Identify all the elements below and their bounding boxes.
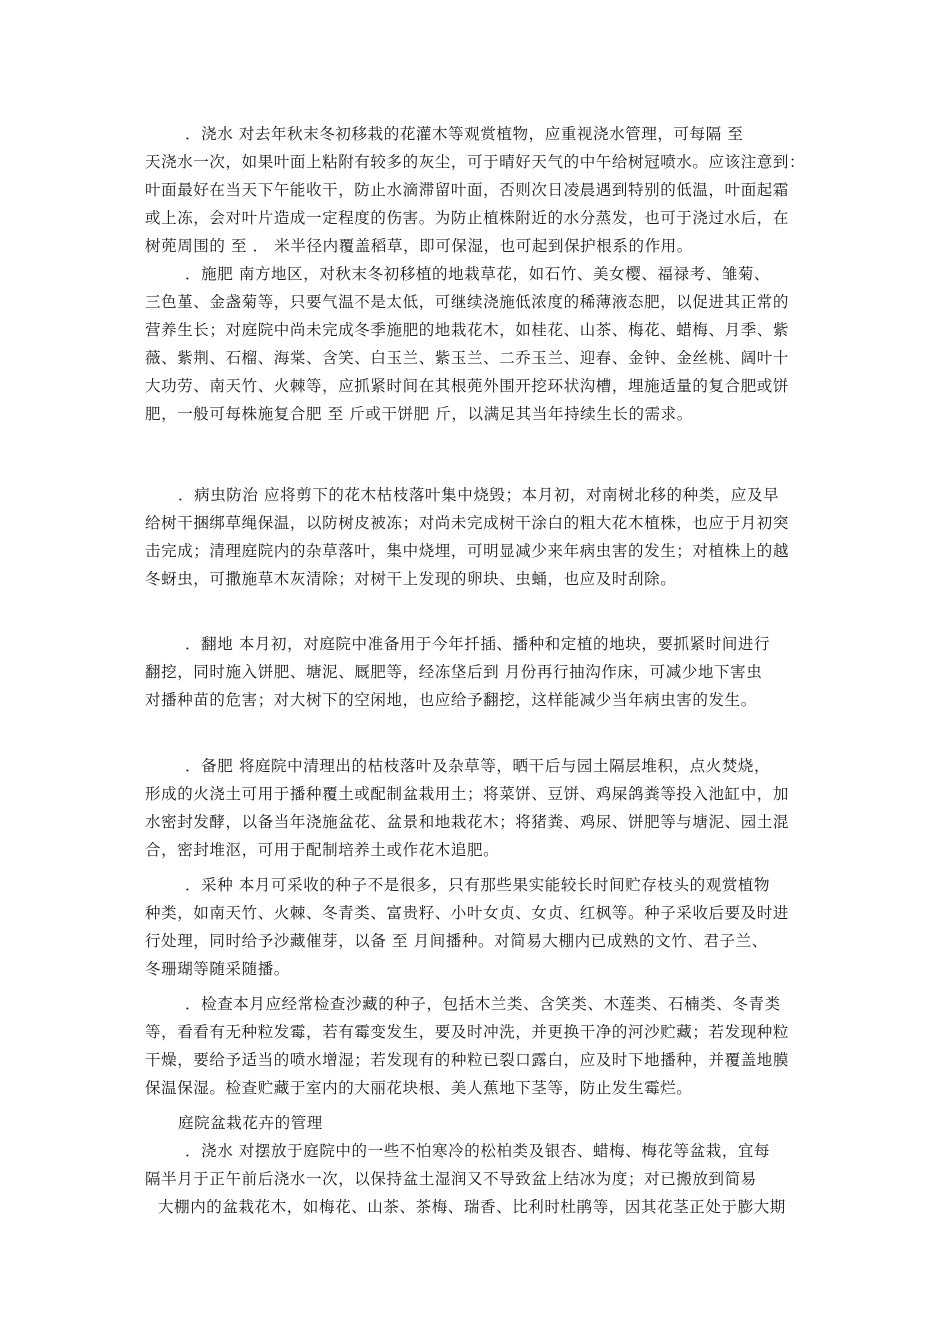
text-line: 三色堇、金盏菊等，只要气温不是太低，可继续浇施低浓度的稀薄液态肥，以促进其正常的 [145,293,790,311]
text-line: 肥，一般可每株施复合肥 至 斤或干饼肥 斤，以满足其当年持续生长的需求。 [145,405,693,423]
text-line: ．施肥 南方地区，对秋末冬初移植的地栽草花，如石竹、美女樱、福禄考、雏菊、 [185,265,771,283]
text-line: 合，密封堆沤，可用于配制培养土或作花木追肥。 [145,841,500,859]
text-line: 冬蚜虫，可撒施草木灰清除；对树干上发现的卵块、虫蛹，也应及时刮除。 [145,570,677,588]
text-line: ．翻地 本月初，对庭院中准备用于今年扦插、播种和定植的地块，要抓紧时间进行 [185,635,771,653]
text-line: 冬珊瑚等随采随播。 [145,960,290,978]
text-line: 或上冻，会对叶片造成一定程度的伤害。为防止植株附近的水分蒸发，也可于浇过水后，在 [145,209,790,227]
text-line: 干燥，要给予适当的喷水增湿；若发现有的种粒已裂口露白，应及时下地播种，并覆盖地膜 [145,1051,790,1069]
text-line: 形成的火浇土可用于播种覆土或配制盆栽用土；将菜饼、豆饼、鸡屎鸽粪等投入池缸中，加 [145,785,790,803]
text-line: 隔半月于正午前后浇水一次，以保持盆土湿润又不导致盆上结冰为度；对已搬放到简易 [145,1170,757,1188]
section-heading: 庭院盆栽花卉的管理 [178,1114,323,1132]
text-line: 翻挖，同时施入饼肥、塘泥、厩肥等，经冻垡后到 月份再行抽沟作床，可减少地下害虫 [145,663,763,681]
text-line: 大功劳、南天竹、火棘等，应抓紧时间在其根蔸外围开挖环状沟槽，埋施适量的复合肥或饼 [145,377,790,395]
text-line: 保温保湿。检查贮藏于室内的大丽花块根、美人蕉地下茎等，防止发生霉烂。 [145,1079,693,1097]
text-line: ．浇水 对摆放于庭院中的一些不怕寒冷的松柏类及银杏、蜡梅、梅花等盆栽，宜每 [185,1142,771,1160]
text-line: 大棚内的盆栽花木，如梅花、山茶、茶梅、瑞香、比利时杜鹃等，因其花茎正处于膨大期 [158,1198,786,1216]
text-line: 薇、紫荆、石榴、海棠、含笑、白玉兰、紫玉兰、二乔玉兰、迎春、金钟、金丝桃、阔叶十 [145,349,790,367]
text-line: ．浇水 对去年秋末冬初移栽的花灌木等观赏植物，应重视浇水管理，可每隔 至 [185,125,744,143]
text-line: ．检查本月应经常检查沙藏的种子，包括木兰类、含笑类、木莲类、石楠类、冬青类 [185,995,781,1013]
text-line: 等，看看有无种粒发霉，若有霉变发生，要及时冲洗，并更换干净的河沙贮藏；若发现种粒 [145,1023,790,1041]
text-line: 营养生长；对庭院中尚未完成冬季施肥的地栽花木，如桂花、山茶、梅花、蜡梅、月季、紫 [145,321,790,339]
text-line: 行处理，同时给予沙藏催芽，以备 至 月间播种。对简易大棚内已成熟的文竹、君子兰、 [145,932,768,950]
text-line: 天浇水一次，如果叶面上粘附有较多的灰尘，可于晴好天气的中午给树冠喷水。应该注意到： [145,153,806,171]
text-line: 水密封发酵，以备当年浇施盆花、盆景和地栽花木；将猪粪、鸡尿、饼肥等与塘泥、园土混 [145,813,790,831]
text-line: 对播种苗的危害；对大树下的空闲地，也应给予翻挖，这样能减少当年病虫害的发生。 [145,691,757,709]
text-line: ．采种 本月可采收的种子不是很多，只有那些果实能较长时间贮存枝头的观赏植物 [185,876,771,894]
text-line: 叶面最好在当天下午能收干，防止水滴滞留叶面，否则次日凌晨遇到特别的低温，叶面起霜 [145,181,790,199]
text-line: ．备肥 将庭院中清理出的枯枝落叶及杂草等，晒干后与园土隔层堆积，点火焚烧， [185,757,771,775]
text-line: 树蔸周围的 至 ． 米半径内覆盖稻草，即可保湿，也可起到保护根系的作用。 [145,237,693,255]
text-line: 给树干捆绑草绳保温，以防树皮被冻；对尚未完成树干涂白的粗大花木植株，也应于月初突 [145,514,790,532]
text-line: 击完成；清理庭院内的杂草落叶，集中烧埋，可明显减少来年病虫害的发生；对植株上的越 [145,542,790,560]
text-line: 种类，如南天竹、火棘、冬青类、富贵籽、小叶女贞、女贞、红枫等。种子采收后要及时进 [145,904,790,922]
text-line: ．病虫防治 应将剪下的花木枯枝落叶集中烧毁；本月初，对南树北移的种类，应及早 [178,486,780,504]
